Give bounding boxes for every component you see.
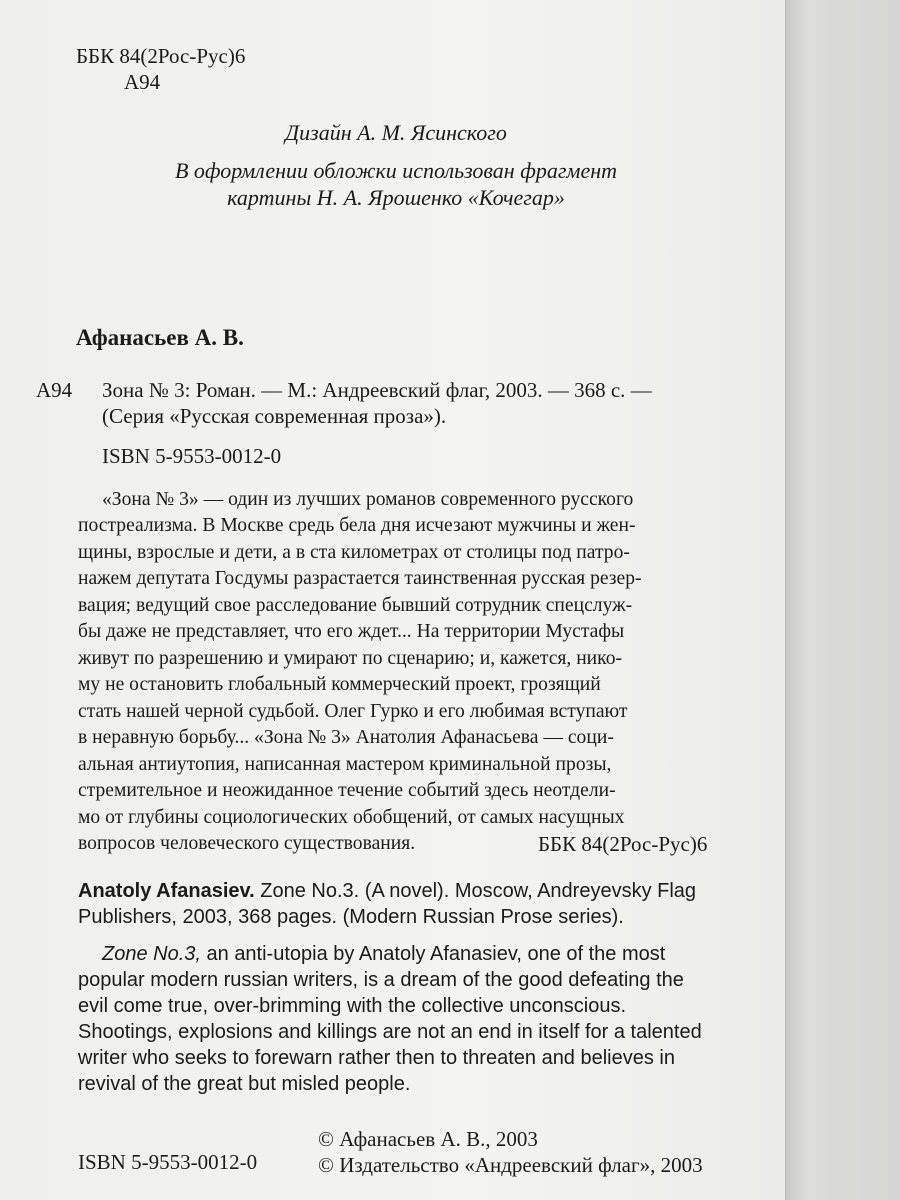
- cover-credit-line1: В оформлении обложки использован фрагмент: [174, 158, 618, 183]
- annotation-ru-line: бы даже не представляет, что его ждет... На территории Мустафы: [78, 621, 625, 642]
- english-annotation-line: Shootings, explosions and killings are not an end in itself for a talented: [78, 1021, 702, 1043]
- annotation-ru-line: постреализма. В Москве средь бела дня исчезают мужчины и жен-: [78, 515, 636, 536]
- isbn-entry: ISBN 5-9553-0012-0: [102, 444, 282, 468]
- english-annotation-line1: [102, 941, 665, 967]
- annotation-ru-line: стать нашей черной судьбой. Олег Гурко и его любимая вступают: [78, 701, 628, 722]
- annotation-ru-line: стремительное и неожиданное течение событий здесь неотдели-: [78, 780, 616, 801]
- annotation-ru-line: альная антиутопия, написанная мастером криминальной прозы,: [78, 754, 612, 775]
- annotation-ru-line: щины, взрослые и дети, а в ста километрах от столицы под патро-: [78, 542, 630, 563]
- author-sign-header: А94: [124, 70, 161, 94]
- english-annotation-line: revival of the great but misled people.: [78, 1073, 411, 1095]
- adjacent-page-edge: [785, 0, 900, 1200]
- cover-credit-line2: картины Н. А. Ярошенко «Кочегар»: [227, 185, 565, 210]
- annotation-ru-line: «Зона № 3» — один из лучших романов современного русского: [102, 489, 634, 510]
- copyright-publisher: © Издательство «Андреевский флаг», 2003: [318, 1153, 703, 1177]
- english-annotation-rest: an anti-utopia by Anatoly Afanasiev, one of the most: [200, 943, 666, 965]
- bbk-footer-right: ББК 84(2Рос-Рус)6: [538, 832, 708, 856]
- english-author: Anatoly Afanasiev.: [78, 880, 255, 902]
- english-annotation-line: evil come true, over-brimming with the collective unconscious.: [78, 995, 626, 1017]
- english-bib-line2: Publishers, 2003, 368 pages. (Modern Russian Prose series).: [78, 906, 624, 928]
- english-bib-rest: Zone No.3. (A novel). Moscow, Andreyevsky Flag: [254, 880, 697, 902]
- annotation-ru-line: вация; ведущий свое расследование бывший сотрудник спецслуж-: [78, 595, 633, 616]
- annotation-ru-line: живут по разрешению и умирают по сценарию; и, кажется, нико-: [78, 648, 623, 669]
- design-credit: Дизайн А. М. Ясинского: [285, 120, 507, 145]
- bibliographic-line1: Зона № 3: Роман. — М.: Андреевский флаг, 2003. — 368 с. —: [102, 378, 652, 402]
- copyright-author: © Афанасьев А. В., 2003: [318, 1127, 538, 1151]
- english-annotation-line: writer who seeks to forewarn rather then to threaten and believes in: [78, 1047, 675, 1069]
- bibliographic-line2: (Серия «Русская современная проза»).: [102, 404, 447, 428]
- english-title-italic: Zone No.3,: [102, 943, 201, 965]
- annotation-ru-line: му не остановить глобальный коммерческий проект, грозящий: [78, 674, 601, 695]
- english-annotation-line: popular modern russian writers, is a dream of the good defeating the: [78, 969, 684, 991]
- annotation-ru-line: мо от глубины социологических обобщений, от самых насущных: [78, 807, 625, 828]
- annotation-ru-line: нажем депутата Госдумы разрастается таинственная русская резер-: [78, 568, 642, 589]
- english-bib-line1: [78, 878, 696, 904]
- bbk-header: ББК 84(2Рос-Рус)6: [76, 44, 246, 68]
- author-heading: Афанасьев А. В.: [76, 325, 244, 350]
- footer-isbn: ISBN 5-9553-0012-0: [78, 1150, 258, 1174]
- annotation-ru-line: вопросов человеческого существования.: [78, 833, 416, 854]
- entry-code: А94: [36, 378, 73, 402]
- annotation-ru-line: в неравную борьбу... «Зона № 3» Анатолия Афанасьева — соци-: [78, 727, 614, 748]
